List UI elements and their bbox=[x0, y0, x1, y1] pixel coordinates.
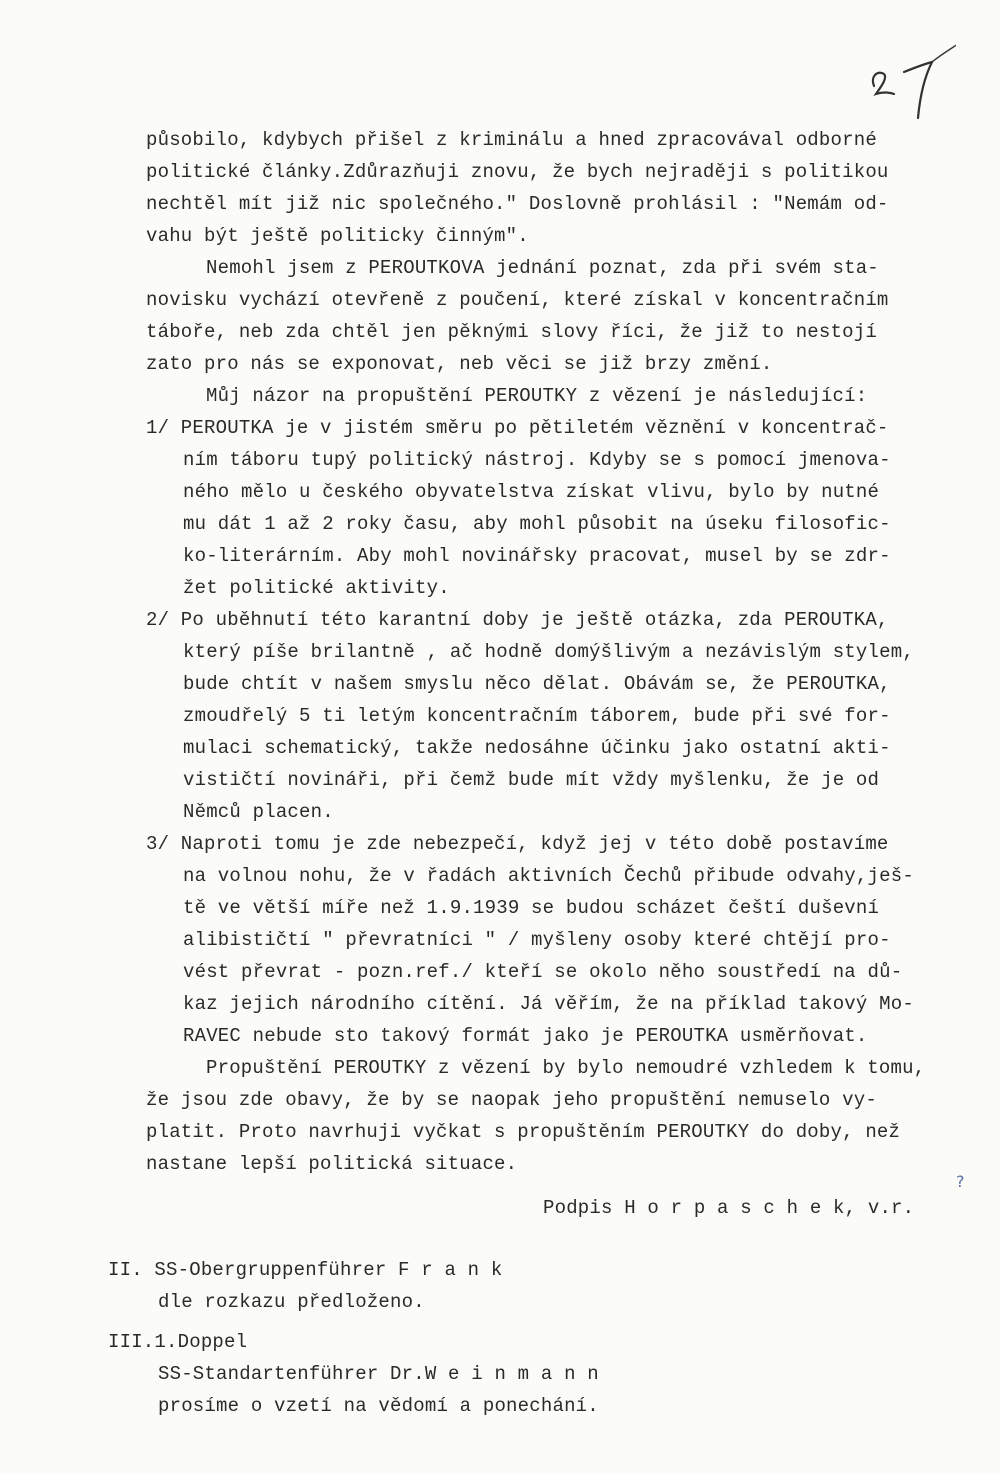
body-line-closing-1: Propuštění PEROUTKY z vězení by bylo nemoudré vzhledem k tomu, bbox=[206, 1057, 926, 1079]
body-line-5: Nemohl jsem z PEROUTKOVA jednání poznat, zda při svém sta- bbox=[206, 257, 879, 279]
body-line-2: politické články.Zdůrazňuji znovu, že bych nejraději s politikou bbox=[146, 161, 889, 183]
list-item-1-line-6: žet politické aktivity. bbox=[183, 577, 450, 599]
signature-line: Podpis H o r p a s c h e k, v.r. bbox=[543, 1197, 915, 1219]
body-line-8: zato pro nás se exponovat, neb věci se již brzy změní. bbox=[146, 353, 773, 375]
list-item-3-line-4: alibističtí " převratníci " / myšleny osoby které chtějí pro- bbox=[183, 929, 891, 951]
list-item-3-line-6: kaz jejich národního cítění. Já věřím, že na příklad takový Mo- bbox=[183, 993, 914, 1015]
routing-line-2: dle rozkazu předloženo. bbox=[158, 1291, 425, 1313]
list-item-3-line-7: RAVEC nebude sto takový formát jako je PEROUTKA usměrňovat. bbox=[183, 1025, 868, 1047]
body-line-closing-4: nastane lepší politická situace. bbox=[146, 1153, 518, 1175]
body-line-7: táboře, neb zda chtěl jen pěknými slovy říci, že již to nestojí bbox=[146, 321, 877, 343]
list-item-2-line-5: mulaci schematický, takže nedosáhne účinku jako ostatní akti- bbox=[183, 737, 891, 759]
body-line-closing-2: že jsou zde obavy, že by se naopak jeho propuštění nemuselo vy- bbox=[146, 1089, 877, 1111]
body-line-3: nechtěl mít již nic společného." Doslovně prohlásil : "Nemám od- bbox=[146, 193, 889, 215]
page-number-handwriting-icon bbox=[866, 34, 956, 124]
body-line-9: Můj názor na propuštění PEROUTKY z vězení je následující: bbox=[206, 385, 868, 407]
list-item-3-line-1: 3/ Naproti tomu je zde nebezpečí, když jej v této době postavíme bbox=[146, 833, 889, 855]
list-item-3-line-3: tě ve větší míře než 1.9.1939 se budou scházet čeští duševní bbox=[183, 897, 880, 919]
list-item-2-line-3: bude chtít v našem smyslu něco dělat. Obávám se, že PEROUTKA, bbox=[183, 673, 891, 695]
list-item-1-line-1: 1/ PEROUTKA je v jistém směru po pětiletém věznění v koncentrač- bbox=[146, 417, 889, 439]
list-item-2-line-7: Němců placen. bbox=[183, 801, 334, 823]
list-item-2-line-2: který píše brilantně , ač hodně domýšlivým a nezávislým stylem, bbox=[183, 641, 914, 663]
list-item-2-line-4: zmoudřelý 5 ti letým koncentračním táborem, bude při své for- bbox=[183, 705, 891, 727]
routing-line-4: SS-Standartenführer Dr.W e i n m a n n bbox=[158, 1363, 599, 1385]
margin-annotation: ? bbox=[956, 1172, 965, 1191]
body-line-1: působilo, kdybych přišel z kriminálu a hned zpracovával odborné bbox=[146, 129, 877, 151]
routing-line-3: III.1.Doppel bbox=[108, 1331, 248, 1353]
body-line-closing-3: platit. Proto navrhuji vyčkat s propuštěním PEROUTKY do doby, než bbox=[146, 1121, 901, 1143]
list-item-2-line-6: vističtí novináři, při čemž bude mít vždy myšlenku, že je od bbox=[183, 769, 880, 791]
list-item-1-line-3: ného mělo u českého obyvatelstva získat vlivu, bylo by nutné bbox=[183, 481, 880, 503]
routing-line-5: prosíme o vzetí na vědomí a ponechání. bbox=[158, 1395, 599, 1417]
list-item-3-line-5: vést převrat - pozn.ref./ kteří se okolo něho soustředí na dů- bbox=[183, 961, 903, 983]
routing-line-1: II. SS-Obergruppenführer F r a n k bbox=[108, 1259, 503, 1281]
list-item-1-line-2: ním táboru tupý politický nástroj. Kdyby se s pomocí jmenova- bbox=[183, 449, 891, 471]
list-item-1-line-5: ko-literárním. Aby mohl novinářsky pracovat, musel by se zdr- bbox=[183, 545, 891, 567]
list-item-3-line-2: na volnou nohu, že v řadách aktivních Čechů přibude odvahy,ješ- bbox=[183, 865, 914, 887]
handwritten-page-number bbox=[866, 34, 956, 124]
body-line-4: vahu být ještě politicky činným". bbox=[146, 225, 529, 247]
list-item-2-line-1: 2/ Po uběhnutí této karantní doby je ještě otázka, zda PEROUTKA, bbox=[146, 609, 889, 631]
body-line-6: novisku vychází otevřeně z poučení, které získal v koncentračním bbox=[146, 289, 889, 311]
list-item-1-line-4: mu dát 1 až 2 roky času, aby mohl působit na úseku filosofic- bbox=[183, 513, 891, 535]
